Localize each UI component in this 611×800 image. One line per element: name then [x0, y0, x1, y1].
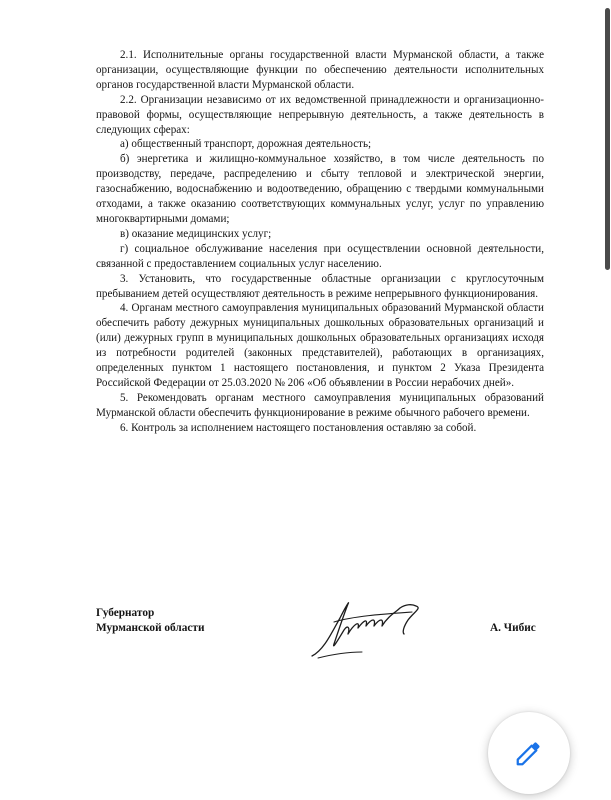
handwritten-signature — [304, 592, 454, 664]
signature-block — [96, 606, 556, 686]
edit-button[interactable] — [488, 712, 570, 794]
pencil-edit-icon — [514, 738, 544, 768]
paragraph-3: 3. Установить, что государственные областные организации с круглосуточным пребыванием детей осуществляют деятельность в режиме непрерывного функционирования. — [96, 272, 544, 300]
paragraph-6: 6. Контроль за исполнением настоящего постановления оставляю за собой. — [120, 421, 477, 434]
paragraph-2-2-b: б) энергетика и жилищно-коммунальное хозяйство, в том числе деятельность по производству, передаче, распределению и сбыту тепловой и электрической энергии, газоснабжению, водоснабжению и водоотведению, обращению с твердыми коммунальными отходами, а также оказанию соответствующих коммунальных услуг, услуг по управлению многоквартирными домами; — [96, 153, 544, 225]
paragraph-2-2-v: в) оказание медицинских услуг; — [120, 227, 272, 240]
signer-name: А. Чибис — [490, 622, 536, 634]
paragraph-2-2-a: а) общественный транспорт, дорожная деятельность; — [120, 138, 372, 151]
scrollbar[interactable] — [603, 0, 611, 800]
paragraph-4: 4. Органам местного самоуправления муниципальных образований Мурманской области обеспечить работу дежурных муниципальных дошкольных образовательных организаций и (или) дежурных групп в муниципальных дошкольных образовательных организациях исходя из потребности родителей (законных представителей), работающих в организациях, определенных пунктом 1 настоящего постановления, и пунктом 2 Указа Президента Российской Федерации от 25.03.2020 № 206 «Об объявлении в России нерабочих дней». — [96, 302, 544, 389]
paragraph-2-2-g: г) социальное обслуживание населения при осуществлении основной деятельности, связанной с предоставлением социальных услуг населению. — [96, 242, 544, 270]
scrollbar-thumb[interactable] — [605, 8, 610, 270]
signer-title-line1: Губернатор — [96, 607, 155, 619]
paragraph-2-1: 2.1. Исполнительные органы государственной власти Мурманской области, а также организации, осуществляющие функции по обеспечению деятельности исполнительных органов государственной власти Мурманской области. — [96, 49, 544, 91]
signer-title-line2: Мурманской области — [96, 621, 205, 634]
paragraph-5: 5. Рекомендовать органам местного самоуправления муниципальных образований Мурманской области обеспечить функционирование в режиме обычного рабочего времени. — [96, 391, 544, 419]
document-body — [96, 48, 544, 436]
paragraph-2-2: 2.2. Организации независимо от их ведомственной принадлежности и организационно-правовой формы, осуществляющие непрерывную деятельность, а также деятельность в следующих сферах: — [96, 93, 544, 136]
signer-title — [96, 606, 204, 636]
